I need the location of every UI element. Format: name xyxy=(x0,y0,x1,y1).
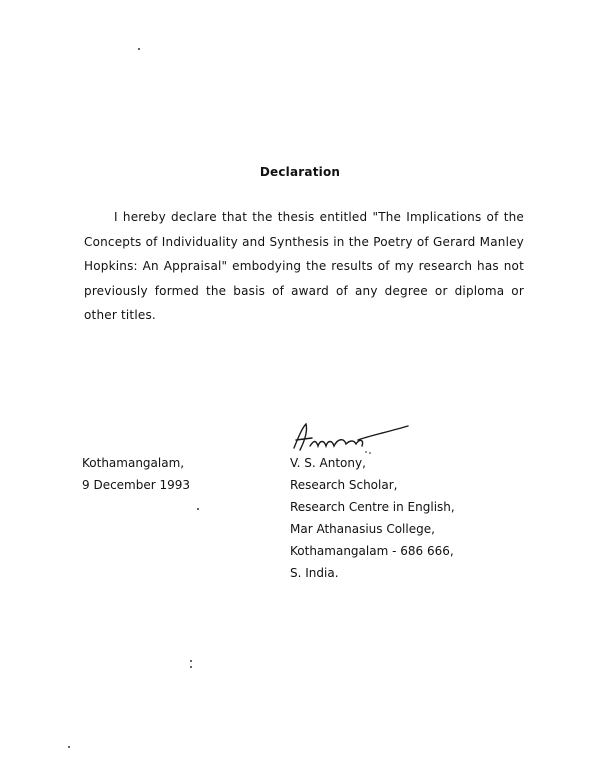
signatory-college: Mar Athanasius College, xyxy=(290,522,435,536)
declaration-body xyxy=(84,205,524,328)
signatory-name: V. S. Antony, xyxy=(290,456,366,470)
document-title: Declaration xyxy=(259,165,341,179)
place-text: Kothamangalam, xyxy=(82,456,185,470)
signatory-block xyxy=(290,452,455,584)
signatory-department: Research Centre in English, xyxy=(290,500,455,514)
place-date-block xyxy=(82,452,190,496)
scan-speck xyxy=(190,660,192,662)
signatory-country: S. India. xyxy=(290,566,339,580)
scan-speck xyxy=(190,666,192,668)
signatory-address: Kothamangalam - 686 666, xyxy=(290,544,454,558)
scan-speck xyxy=(138,48,140,50)
declaration-paragraph: I hereby declare that the thesis entitled "The Implications of the Concepts of Individuality and Synthesis in the Poetry of Gerard Manley Hopkins: An Appraisal" embodying the results of my research has not previously formed the basis of award of any degree or diploma or other titles. xyxy=(84,210,524,322)
signatory-role: Research Scholar, xyxy=(290,478,398,492)
scan-speck xyxy=(197,508,199,510)
date-text: 9 December 1993 xyxy=(82,478,191,492)
scan-speck xyxy=(68,746,70,748)
